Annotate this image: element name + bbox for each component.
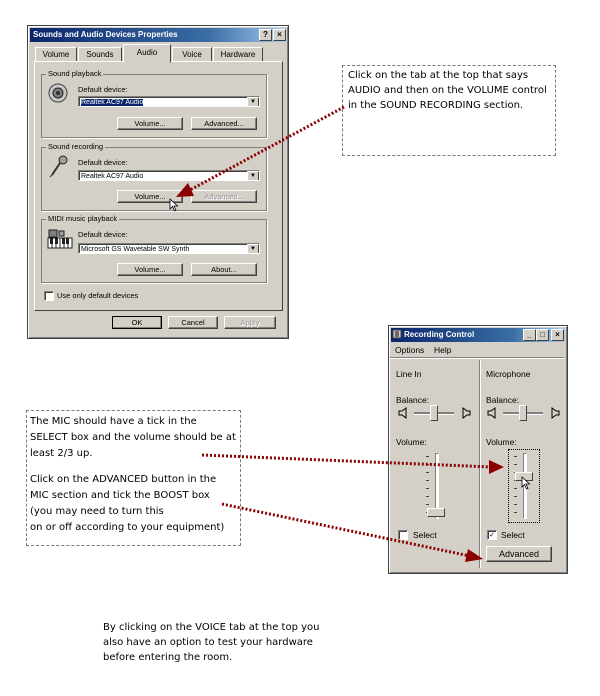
line-in-select-label: Select [413, 530, 437, 540]
menu-help[interactable]: Help [434, 345, 452, 355]
line-in-label: Line In [396, 369, 422, 379]
tab-audio[interactable]: Audio [123, 44, 171, 63]
apply-button: Apply [224, 316, 276, 329]
microphone-select-label: Select [501, 530, 525, 540]
midi-volume-button[interactable]: Volume... [117, 263, 183, 276]
recording-default-label: Default device: [78, 158, 128, 167]
footer-text [103, 620, 403, 665]
playback-advanced-button[interactable]: Advanced... [191, 117, 257, 130]
chevron-down-icon[interactable]: ▼ [247, 97, 259, 107]
recording-device-value: Realtek AC97 Audio [81, 173, 144, 180]
sound-recording-label: Sound recording [48, 142, 104, 151]
footer-line-2: also have an option to test your hardware [103, 637, 313, 648]
midi-about-button[interactable]: About... [191, 263, 257, 276]
playback-volume-button[interactable]: Volume... [117, 117, 183, 130]
line-in-volume-label: Volume: [396, 437, 427, 447]
microphone-balance-label: Balance: [486, 395, 520, 405]
menu-options[interactable]: Options [395, 345, 425, 355]
playback-device-value: Realtek AC97 Audio [81, 99, 144, 106]
instruction-note-mic-para1: The MIC should have a tick in the SELECT box and the volume should be at least 2/3 up. [30, 416, 236, 459]
tab-hardware[interactable]: Hardware [213, 47, 263, 63]
chevron-down-icon[interactable]: ▼ [247, 244, 259, 254]
tab-volume[interactable]: Volume [35, 47, 77, 63]
use-default-devices-label: Use only default devices [57, 291, 139, 300]
help-button[interactable]: ? [259, 29, 272, 41]
microphone-label: Microphone [486, 369, 531, 379]
tab-sounds[interactable]: Sounds [78, 47, 122, 63]
minimize-button[interactable]: _ [523, 329, 536, 341]
recording-advanced-button: Advanced... [191, 190, 257, 203]
footer-line-1: By clicking on the VOICE tab at the top you [103, 622, 320, 633]
recording-volume-button[interactable]: Volume... [117, 190, 183, 203]
chevron-down-icon[interactable]: ▼ [247, 171, 259, 181]
line-in-balance-label: Balance: [396, 395, 430, 405]
instruction-note-mic-line1: Click on the ADVANCED button in the [30, 474, 217, 485]
maximize-button[interactable]: □ [536, 329, 549, 341]
tab-voice[interactable]: Voice [172, 47, 212, 63]
instruction-note-mic-line2: MIC section and tick the BOOST box [30, 490, 210, 501]
properties-title: Sounds and Audio Devices Properties [33, 30, 178, 39]
cancel-button[interactable]: Cancel [168, 316, 218, 329]
instruction-note-mic-line3: (you may need to turn this [30, 506, 164, 517]
recording-control-title: Recording Control [404, 330, 475, 339]
microphone-advanced-button[interactable]: Advanced [486, 546, 552, 562]
playback-default-label: Default device: [78, 85, 128, 94]
midi-default-label: Default device: [78, 230, 128, 239]
midi-device-value: Microsoft GS Wavetable SW Synth [81, 246, 190, 253]
ok-button[interactable]: OK [112, 316, 162, 329]
sound-playback-label: Sound playback [48, 69, 102, 78]
microphone-select-checkbox[interactable]: ✓ [487, 530, 497, 540]
close-button[interactable]: × [551, 329, 564, 341]
close-button[interactable]: × [273, 29, 286, 41]
instruction-note-audio-tab-text: Click on the tab at the top that says AUDIO and then on the VOLUME control in the SOUND RECORDING section. [348, 70, 547, 111]
footer-line-3: before entering the room. [103, 652, 233, 663]
instruction-note-mic-line4: on or off according to your equipment) [30, 522, 225, 533]
midi-playback-label: MIDI music playback [48, 214, 118, 223]
microphone-volume-label: Volume: [486, 437, 517, 447]
